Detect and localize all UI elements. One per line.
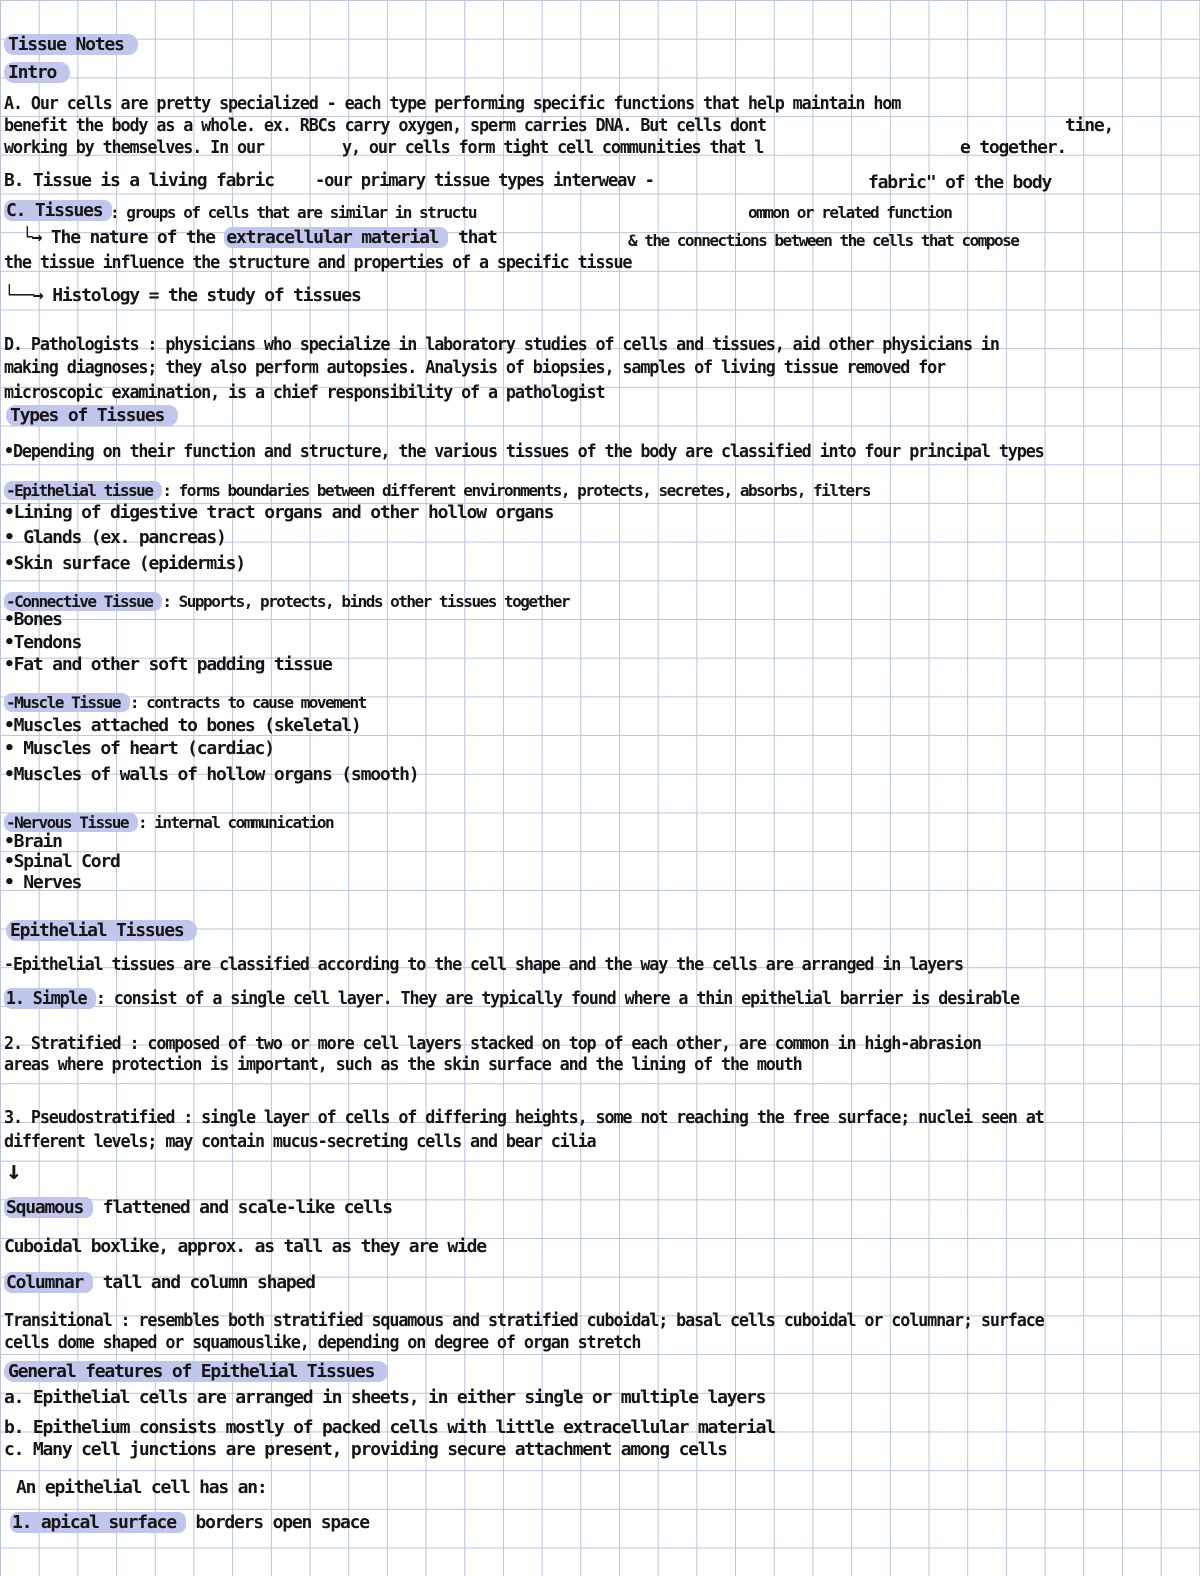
intro-c-desc-end: ommon or related function: [748, 203, 952, 222]
nervous-line: -Nervous Tissue : internal communication: [6, 813, 334, 832]
intro-a-line3: working by themselves. In our: [4, 137, 264, 158]
list-item: •Tendons: [4, 632, 82, 653]
intro-d-line2: making diagnoses; they also perform autopsies. Analysis of biopsies, samples of living tissue removed for: [4, 357, 946, 378]
shape-row: Squamous flattened and scale-like cells: [6, 1197, 392, 1218]
intro-b-end: fabric" of the body: [868, 172, 1052, 193]
intro-c-line2: the tissue influence the structure and properties of a specific tissue: [4, 252, 632, 273]
general-d: An epithelial cell has an:: [16, 1477, 267, 1498]
intro-c-arrow-line: └→ The nature of the extracellular material that: [22, 227, 497, 248]
page-title: Tissue Notes: [4, 35, 138, 55]
intro-b: B. Tissue is a living fabric: [4, 170, 274, 191]
intro-c-desc: : groups of cells that are similar in structu: [110, 203, 476, 222]
muscle-line: -Muscle Tissue : contracts to cause movement: [6, 693, 366, 712]
general-a: a. Epithelial cells are arranged in sheets, in either single or multiple layers: [4, 1387, 766, 1408]
types-heading: Types of Tissues: [6, 406, 178, 426]
intro-d-line1: D. Pathologists : physicians who specialize in laboratory studies of cells and tissues, aid other physicians in: [4, 334, 999, 355]
types-lead: •Depending on their function and structure, the various tissues of the body are classified into four principal types: [4, 441, 1044, 462]
apical-line: 1. apical surface borders open space: [12, 1512, 369, 1533]
intro-c-arrow-end: & the connections between the cells that compose: [628, 231, 1019, 250]
intro-a-line2-end: tine,: [1065, 115, 1114, 136]
general-c: c. Many cell junctions are present, providing secure attachment among cells: [4, 1439, 727, 1460]
epithelial-line: -Epithelial tissue : forms boundaries between different environments, protects, secretes, absorbs, filters: [6, 481, 870, 500]
list-item: •Muscles attached to bones (skeletal): [4, 715, 361, 736]
transitional-line2: cells dome shaped or squamouslike, depending on degree of organ stretch: [4, 1332, 641, 1353]
pseudo-line2: different levels; may contain mucus-secreting cells and bear cilia: [4, 1131, 596, 1152]
intro-c-label: C. Tissues: [4, 201, 112, 221]
list-item: • Muscles of heart (cardiac): [4, 738, 274, 759]
simple-line: 1. Simple : consist of a single cell layer. They are typically found where a thin epithelial barrier is desirable: [5, 988, 1019, 1009]
general-b: b. Epithelium consists mostly of packed cells with little extracellular material: [4, 1417, 775, 1438]
stratified-line1: 2. Stratified : composed of two or more cell layers stacked on top of each other, are common in high-abrasion: [4, 1033, 981, 1054]
list-item: •Bones: [4, 609, 62, 630]
general-heading: General features of Epithelial Tissues: [4, 1362, 388, 1382]
list-item: • Nerves: [4, 872, 82, 893]
histology-line: └──→ Histology = the study of tissues: [4, 285, 361, 306]
intro-a-line3-end: e together.: [960, 137, 1067, 158]
pseudo-line1: 3. Pseudostratified : single layer of cells of differing heights, some not reaching the free surface; nuclei seen at: [4, 1107, 1044, 1128]
list-item: •Skin surface (epidermis): [4, 553, 245, 574]
corner-arrow-icon: └→: [22, 227, 42, 248]
epithelial-tissues-lead: -Epithelial tissues are classified according to the cell shape and the way the cells are arranged in layers: [4, 954, 963, 975]
intro-a-line2: benefit the body as a whole. ex. RBCs carry oxygen, sperm carries DNA. But cells dont: [4, 115, 766, 136]
intro-d-line3: microscopic examination, is a chief responsibility of a pathologist: [4, 382, 605, 403]
intro-a-line1: A. Our cells are pretty specialized - each type performing specific functions that help maintain hom: [4, 93, 901, 114]
list-item: •Muscles of walls of hollow organs (smooth): [4, 764, 419, 785]
intro-b-mid: -our primary tissue types interweav -: [315, 170, 654, 191]
list-item: •Spinal Cord: [4, 851, 120, 872]
down-arrow-icon: ↓: [6, 1156, 22, 1186]
list-item: •Lining of digestive tract organs and other hollow organs: [4, 502, 554, 523]
shape-row: Cuboidal boxlike, approx. as tall as they are wide: [4, 1236, 486, 1257]
list-item: •Brain: [4, 831, 62, 852]
transitional-line1: Transitional : resembles both stratified squamous and stratified cuboidal; basal cells cuboidal or columnar; surface: [4, 1310, 1044, 1331]
list-item: •Fat and other soft padding tissue: [4, 654, 332, 675]
stratified-line2: areas where protection is important, such as the skin surface and the lining of the mouth: [4, 1054, 802, 1075]
corner-arrow-icon: └──→: [4, 285, 43, 306]
connective-line: -Connective Tissue : Supports, protects, binds other tissues together: [6, 592, 570, 611]
shape-row: Columnar tall and column shaped: [6, 1272, 315, 1293]
intro-a-line3-mid: y, our cells form tight cell communities that l: [342, 137, 764, 158]
intro-heading: Intro: [4, 63, 70, 83]
list-item: • Glands (ex. pancreas): [4, 527, 226, 548]
epithelial-tissues-heading: Epithelial Tissues: [6, 921, 197, 941]
